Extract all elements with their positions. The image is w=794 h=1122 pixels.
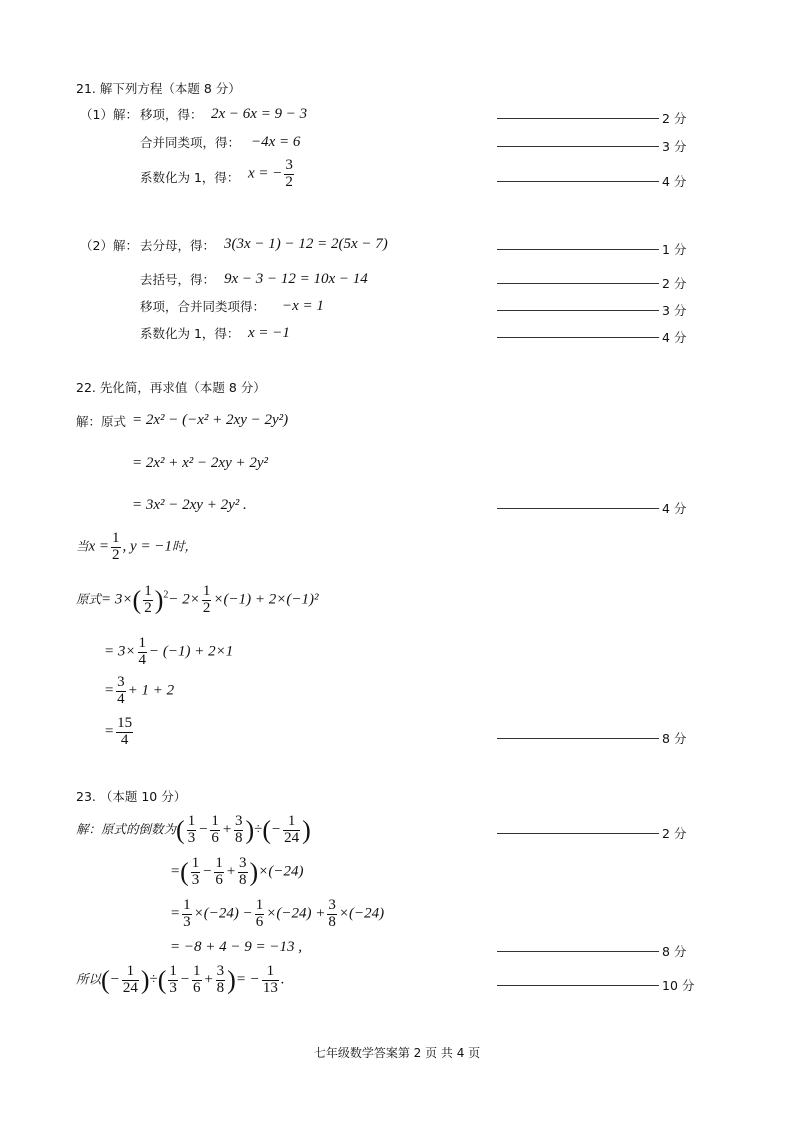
q23-title: 23. （本题 10 分）: [76, 789, 187, 804]
q21-p1-step3-label: 系数化为 1，得：: [140, 170, 240, 185]
q21-p1-step1-eq: 2x − 6x = 9 − 3: [211, 106, 308, 122]
score-marker: 3 分: [497, 301, 686, 319]
score-marker: 4 分: [497, 328, 686, 346]
score-marker: 1 分: [497, 240, 686, 258]
q21-p1-step1-label: 移项，得：: [140, 107, 203, 122]
q21-title: 21. 解下列方程（本题 8 分）: [76, 81, 241, 96]
q22-calc2: = $\frac{3}{4}$ + 1 + 2: [104, 674, 175, 707]
score-marker: 3 分: [497, 137, 686, 155]
q22-calc1: = 3× $\frac{1}{4}$ − (−1) + 2×1: [104, 635, 234, 668]
score-marker: 4 分: [497, 499, 686, 517]
q23-line3: = $\frac{1}{3}$ ×(−24) − $\frac{1}{6}$ ×(−24) + $\frac{3}{8}$ ×(−24): [170, 897, 385, 930]
q22-solution-label: 解：原式: [76, 414, 127, 429]
q21-p2-step2-eq: 9x − 3 − 12 = 10x − 14: [224, 271, 368, 287]
score-marker: 2 分: [497, 274, 686, 292]
q22-line1: = 2x² − (−x² + 2xy − 2y²): [132, 412, 289, 428]
q22-line2: = 2x² + x² − 2xy + 2y²: [132, 455, 269, 471]
q22-line3: = 3x² − 2xy + 2y² .: [132, 497, 247, 513]
q22-substitution: 原式= 3×( $\frac{1}{2}$ )$^2$− 2× $\frac{1}{2}$ ×(−1) + 2×(−1)²: [76, 583, 319, 616]
q23-line1: 解：原式的倒数为( $\frac{1}{3}$ − $\frac{1}{6}$ + $\frac{3}{8}$ )÷(− $\frac{1}{24}$ ): [76, 813, 311, 846]
q21-p2-step2-label: 去括号，得：: [140, 272, 216, 287]
score-marker: 2 分: [497, 109, 686, 127]
q21-p1-step2-label: 合并同类项，得：: [140, 135, 241, 150]
q21-p1-step3-eq: x = − $\frac{3}{2}$: [248, 157, 293, 190]
score-marker: 8 分: [497, 942, 686, 960]
score-marker: 10 分: [497, 976, 694, 994]
q21-p2-step1-eq: 3(3x − 1) − 12 = 2(5x − 7): [224, 236, 388, 252]
q22-calc3: = $\frac{15}{4}$: [104, 715, 133, 748]
q21-p2-step3-eq: −x = 1: [282, 298, 324, 314]
q23-line4: = −8 + 4 − 9 = −13 ,: [170, 939, 302, 955]
page-footer: 七年级数学答案第 2 页 共 4 页: [313, 1046, 481, 1060]
q21-p1-step2-eq: −4x = 6: [251, 134, 301, 150]
score-marker: 4 分: [497, 172, 686, 190]
q22-title: 22. 先化简，再求值（本题 8 分）: [76, 380, 266, 395]
q23-conclusion: 所以(− $\frac{1}{24}$ )÷( $\frac{1}{3}$ − $\frac{1}{6}$ + $\frac{3}{8}$ )= − $\frac{1}{13}$ .: [76, 963, 285, 996]
q22-condition: 当x = $\frac{1}{2}$ , y = −1时，: [76, 530, 197, 563]
score-marker: 2 分: [497, 824, 686, 842]
q21-p2-step4-label: 系数化为 1，得：: [140, 326, 240, 341]
q21-part1-label: （1）解：: [80, 107, 138, 122]
q23-line2: =( $\frac{1}{3}$ − $\frac{1}{6}$ + $\frac{3}{8}$ )×(−24): [170, 855, 304, 888]
score-marker: 8 分: [497, 729, 686, 747]
q21-part2-label: （2）解：: [80, 238, 138, 253]
q21-p2-step1-label: 去分母，得：: [140, 238, 216, 253]
q21-p2-step3-label: 移项，合并同类项得：: [140, 299, 266, 314]
q21-p2-step4-eq: x = −1: [248, 325, 290, 341]
